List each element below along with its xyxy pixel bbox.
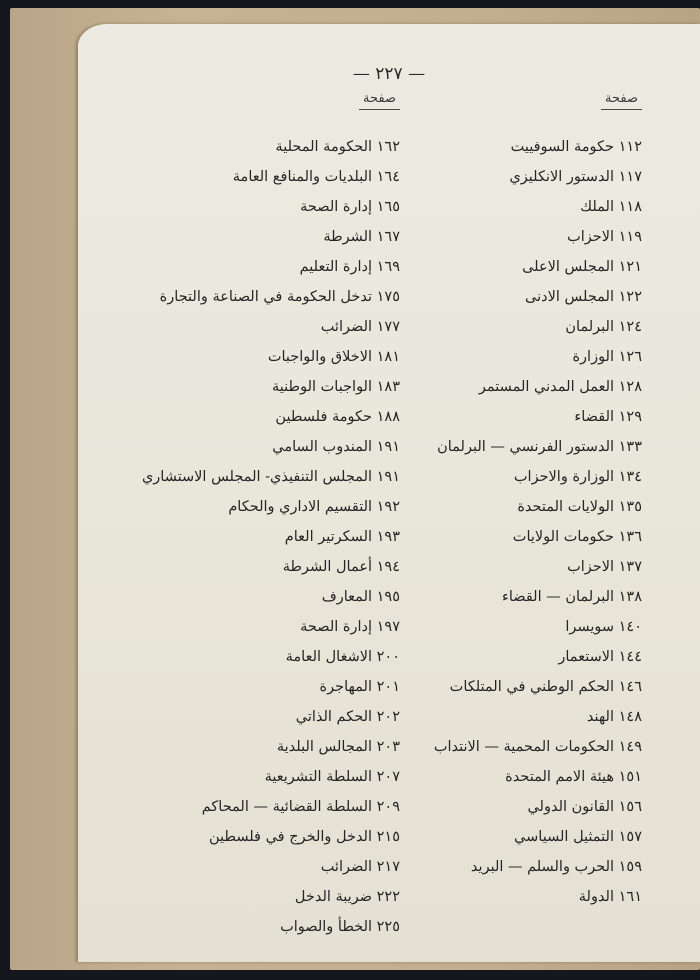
index-entry: ١٨٨ حكومة فلسطين bbox=[275, 409, 400, 425]
index-entry: ١٤٠ سويسرا bbox=[565, 619, 642, 635]
index-entry: ١١٨ الملك bbox=[580, 199, 642, 215]
right-column-header: صفحة bbox=[601, 91, 642, 110]
index-entry: ٢٢٢ ضريبة الدخل bbox=[294, 889, 400, 905]
page-number: — ٢٢٧ — bbox=[352, 64, 426, 84]
index-entry: ١٥٧ التمثيل السياسي bbox=[514, 829, 642, 845]
index-entry: ٢١٥ الدخل والخرج في فلسطين bbox=[209, 829, 400, 845]
index-entry: ١١٢ حكومة السوفييت bbox=[510, 139, 642, 155]
index-entry: ٢٠١ المهاجرة bbox=[319, 679, 400, 695]
index-entry: ١٩١ المندوب السامي bbox=[272, 439, 400, 455]
index-entry: ١٤٤ الاستعمار bbox=[558, 649, 642, 665]
index-entry: ١٢١ المجلس الاعلى bbox=[522, 259, 642, 275]
index-entry: ١٤٩ الحكومات المحمية — الانتداب bbox=[433, 739, 642, 755]
index-entry: ١٨١ الاخلاق والواجبات bbox=[267, 349, 400, 365]
index-entry: ١٦٤ البلديات والمنافع العامة bbox=[232, 169, 400, 185]
left-column-entries bbox=[142, 132, 400, 942]
index-entry: ١١٩ الاحزاب bbox=[567, 229, 642, 245]
index-entry: ١٤٦ الحكم الوطني في المتلكات bbox=[449, 679, 642, 695]
index-entry: ٢٠٣ المجالس البلدية bbox=[276, 739, 400, 755]
index-entry: ١٣٤ الوزارة والاحزاب bbox=[513, 469, 642, 485]
index-entry: ١٦١ الدولة bbox=[578, 889, 642, 905]
index-entry: ١٢٨ العمل المدني المستمر bbox=[478, 379, 642, 395]
index-entry: ٢٠٩ السلطة القضائية — المحاكم bbox=[201, 799, 400, 815]
index-entry: ١٣٣ الدستور الفرنسي — البرلمان bbox=[437, 439, 642, 455]
index-entry: ١٥٩ الحرب والسلم — البريد bbox=[470, 859, 642, 875]
index-entry: ١٣٦ حكومات الولايات bbox=[512, 529, 642, 545]
index-entry: ١٥١ هيئة الامم المتحدة bbox=[505, 769, 642, 785]
index-entry: ١٩٢ التقسيم الاداري والحكام bbox=[228, 499, 400, 515]
index-entry: ١٢٤ البرلمان bbox=[565, 319, 642, 335]
index-entry: ١٦٧ الشرطة bbox=[323, 229, 400, 245]
index-entry: ١٩٤ أعمال الشرطة bbox=[282, 559, 400, 575]
index-page bbox=[78, 24, 700, 962]
index-entry: ١٩١ المجلس التنفيذي- المجلس الاستشاري bbox=[141, 469, 400, 485]
index-entry: ١٧٧ الضرائب bbox=[320, 319, 400, 335]
index-entry: ٢٠٠ الاشغال العامة bbox=[285, 649, 400, 665]
index-entry: ١٢٦ الوزارة bbox=[572, 349, 642, 365]
index-entry: ١٦٢ الحكومة المحلية bbox=[275, 139, 400, 155]
index-entry: ٢٠٧ السلطة التشريعية bbox=[264, 769, 400, 785]
right-column-entries bbox=[434, 132, 642, 912]
index-entry: ١٧٥ تدخل الحكومة في الصناعة والتجارة bbox=[159, 289, 400, 305]
index-entry: ١٨٣ الواجبات الوطنية bbox=[272, 379, 400, 395]
index-entry: ١٤٨ الهند bbox=[586, 709, 642, 725]
index-entry: ١٣٥ الولايات المتحدة bbox=[517, 499, 642, 515]
index-entry: ١٥٦ القانون الدولي bbox=[527, 799, 642, 815]
index-entry: ١٣٨ البرلمان — القضاء bbox=[502, 589, 642, 605]
index-entry: ٢١٧ الضرائب bbox=[320, 859, 400, 875]
index-entry: ١٦٩ إدارة التعليم bbox=[299, 259, 400, 275]
index-entry: ١٩٧ إدارة الصحة bbox=[300, 619, 400, 635]
index-entry: ١٢٩ القضاء bbox=[574, 409, 642, 425]
index-entry: ١٩٥ المعارف bbox=[321, 589, 400, 605]
index-entry: ١٣٧ الاحزاب bbox=[567, 559, 642, 575]
left-column-header: صفحة bbox=[359, 91, 400, 110]
index-entry: ٢٢٥ الخطأ والصواب bbox=[280, 919, 400, 935]
index-entry: ١٢٢ المجلس الادنى bbox=[525, 289, 642, 305]
index-entry: ١٦٥ إدارة الصحة bbox=[300, 199, 400, 215]
index-entry: ١١٧ الدستور الانكليزي bbox=[509, 169, 642, 185]
index-entry: ٢٠٢ الحكم الذاتي bbox=[295, 709, 400, 725]
index-entry: ١٩٣ السكرتير العام bbox=[284, 529, 400, 545]
